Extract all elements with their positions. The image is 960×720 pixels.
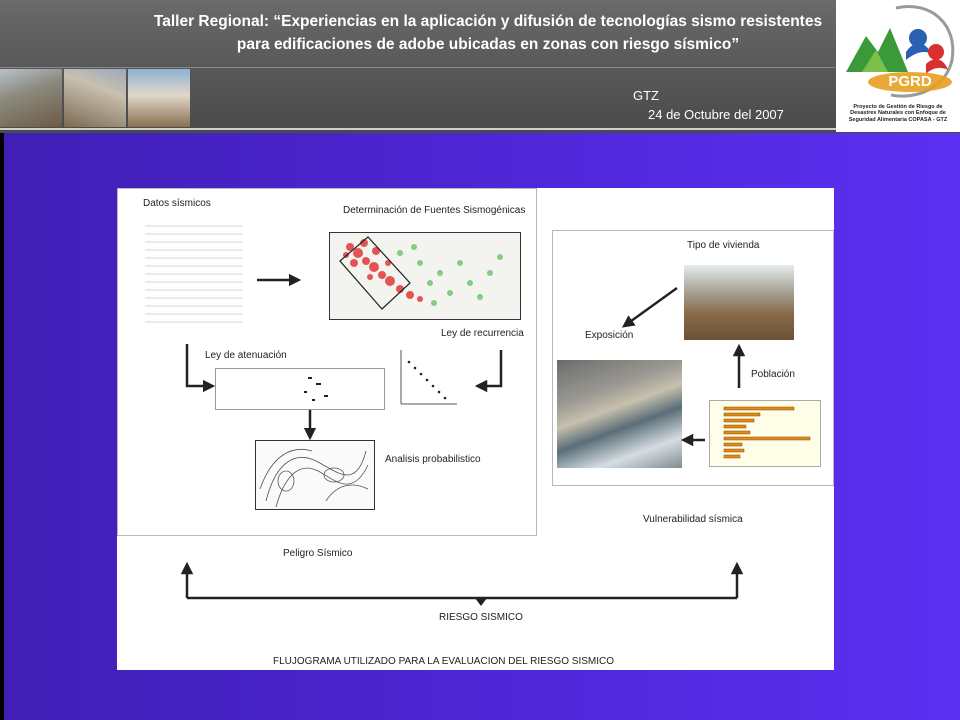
label-poblacion: Población bbox=[751, 369, 795, 380]
organization-label: GTZ bbox=[633, 88, 659, 103]
svg-text:PGRD: PGRD bbox=[888, 73, 932, 90]
label-vulnerabilidad-sismica: Vulnerabilidad sísmica bbox=[643, 514, 743, 525]
damaged-house-photo-3 bbox=[128, 69, 190, 127]
header-bottom-border bbox=[0, 128, 960, 130]
label-tipo-vivienda: Tipo de vivienda bbox=[687, 240, 760, 251]
label-fuentes-sismogenicas: Determinación de Fuentes Sismogénicas bbox=[343, 205, 526, 216]
logo-caption: Proyecto de Gestión de Riesgo de Desastres Naturales con Enfoque de Seguridad Alimentaria COPASA - GTZ bbox=[848, 104, 948, 123]
pgrd-logo bbox=[836, 0, 960, 132]
risk-flowchart bbox=[117, 188, 834, 670]
earthquake-photo-strip bbox=[0, 69, 190, 127]
label-exposicion: Exposición bbox=[585, 330, 634, 341]
slide-title bbox=[138, 10, 838, 56]
label-ley-recurrencia: Ley de recurrencia bbox=[441, 328, 524, 339]
flowchart-caption: FLUJOGRAMA UTILIZADO PARA LA EVALUACION DEL RIESGO SISMICO bbox=[273, 656, 615, 667]
label-peligro-sismico: Peligro Sísmico bbox=[283, 548, 353, 559]
label-riesgo-sismico: RIESGO SISMICO bbox=[439, 612, 523, 623]
label-analisis-probabilistico: Analisis probabilistico bbox=[385, 454, 481, 465]
damaged-house-photo-1 bbox=[0, 69, 62, 127]
event-date: 24 de Octubre del 2007 bbox=[648, 107, 784, 122]
label-ley-atenuacion: Ley de atenuación bbox=[205, 350, 287, 361]
label-datos-sismicos: Datos sísmicos bbox=[143, 198, 211, 209]
header-divider bbox=[0, 67, 836, 68]
header-banner bbox=[0, 0, 960, 133]
flow-arrows bbox=[117, 188, 834, 670]
title-line-1: Taller Regional: “Experiencias en la aplicación y difusión de tecnologías sismo resistentes bbox=[153, 13, 823, 30]
title-line-2: para edificaciones de adobe ubicadas en zonas con riesgo sísmico” bbox=[236, 36, 740, 53]
pgrd-emblem-icon bbox=[836, 0, 960, 104]
damaged-house-photo-2 bbox=[64, 69, 126, 127]
